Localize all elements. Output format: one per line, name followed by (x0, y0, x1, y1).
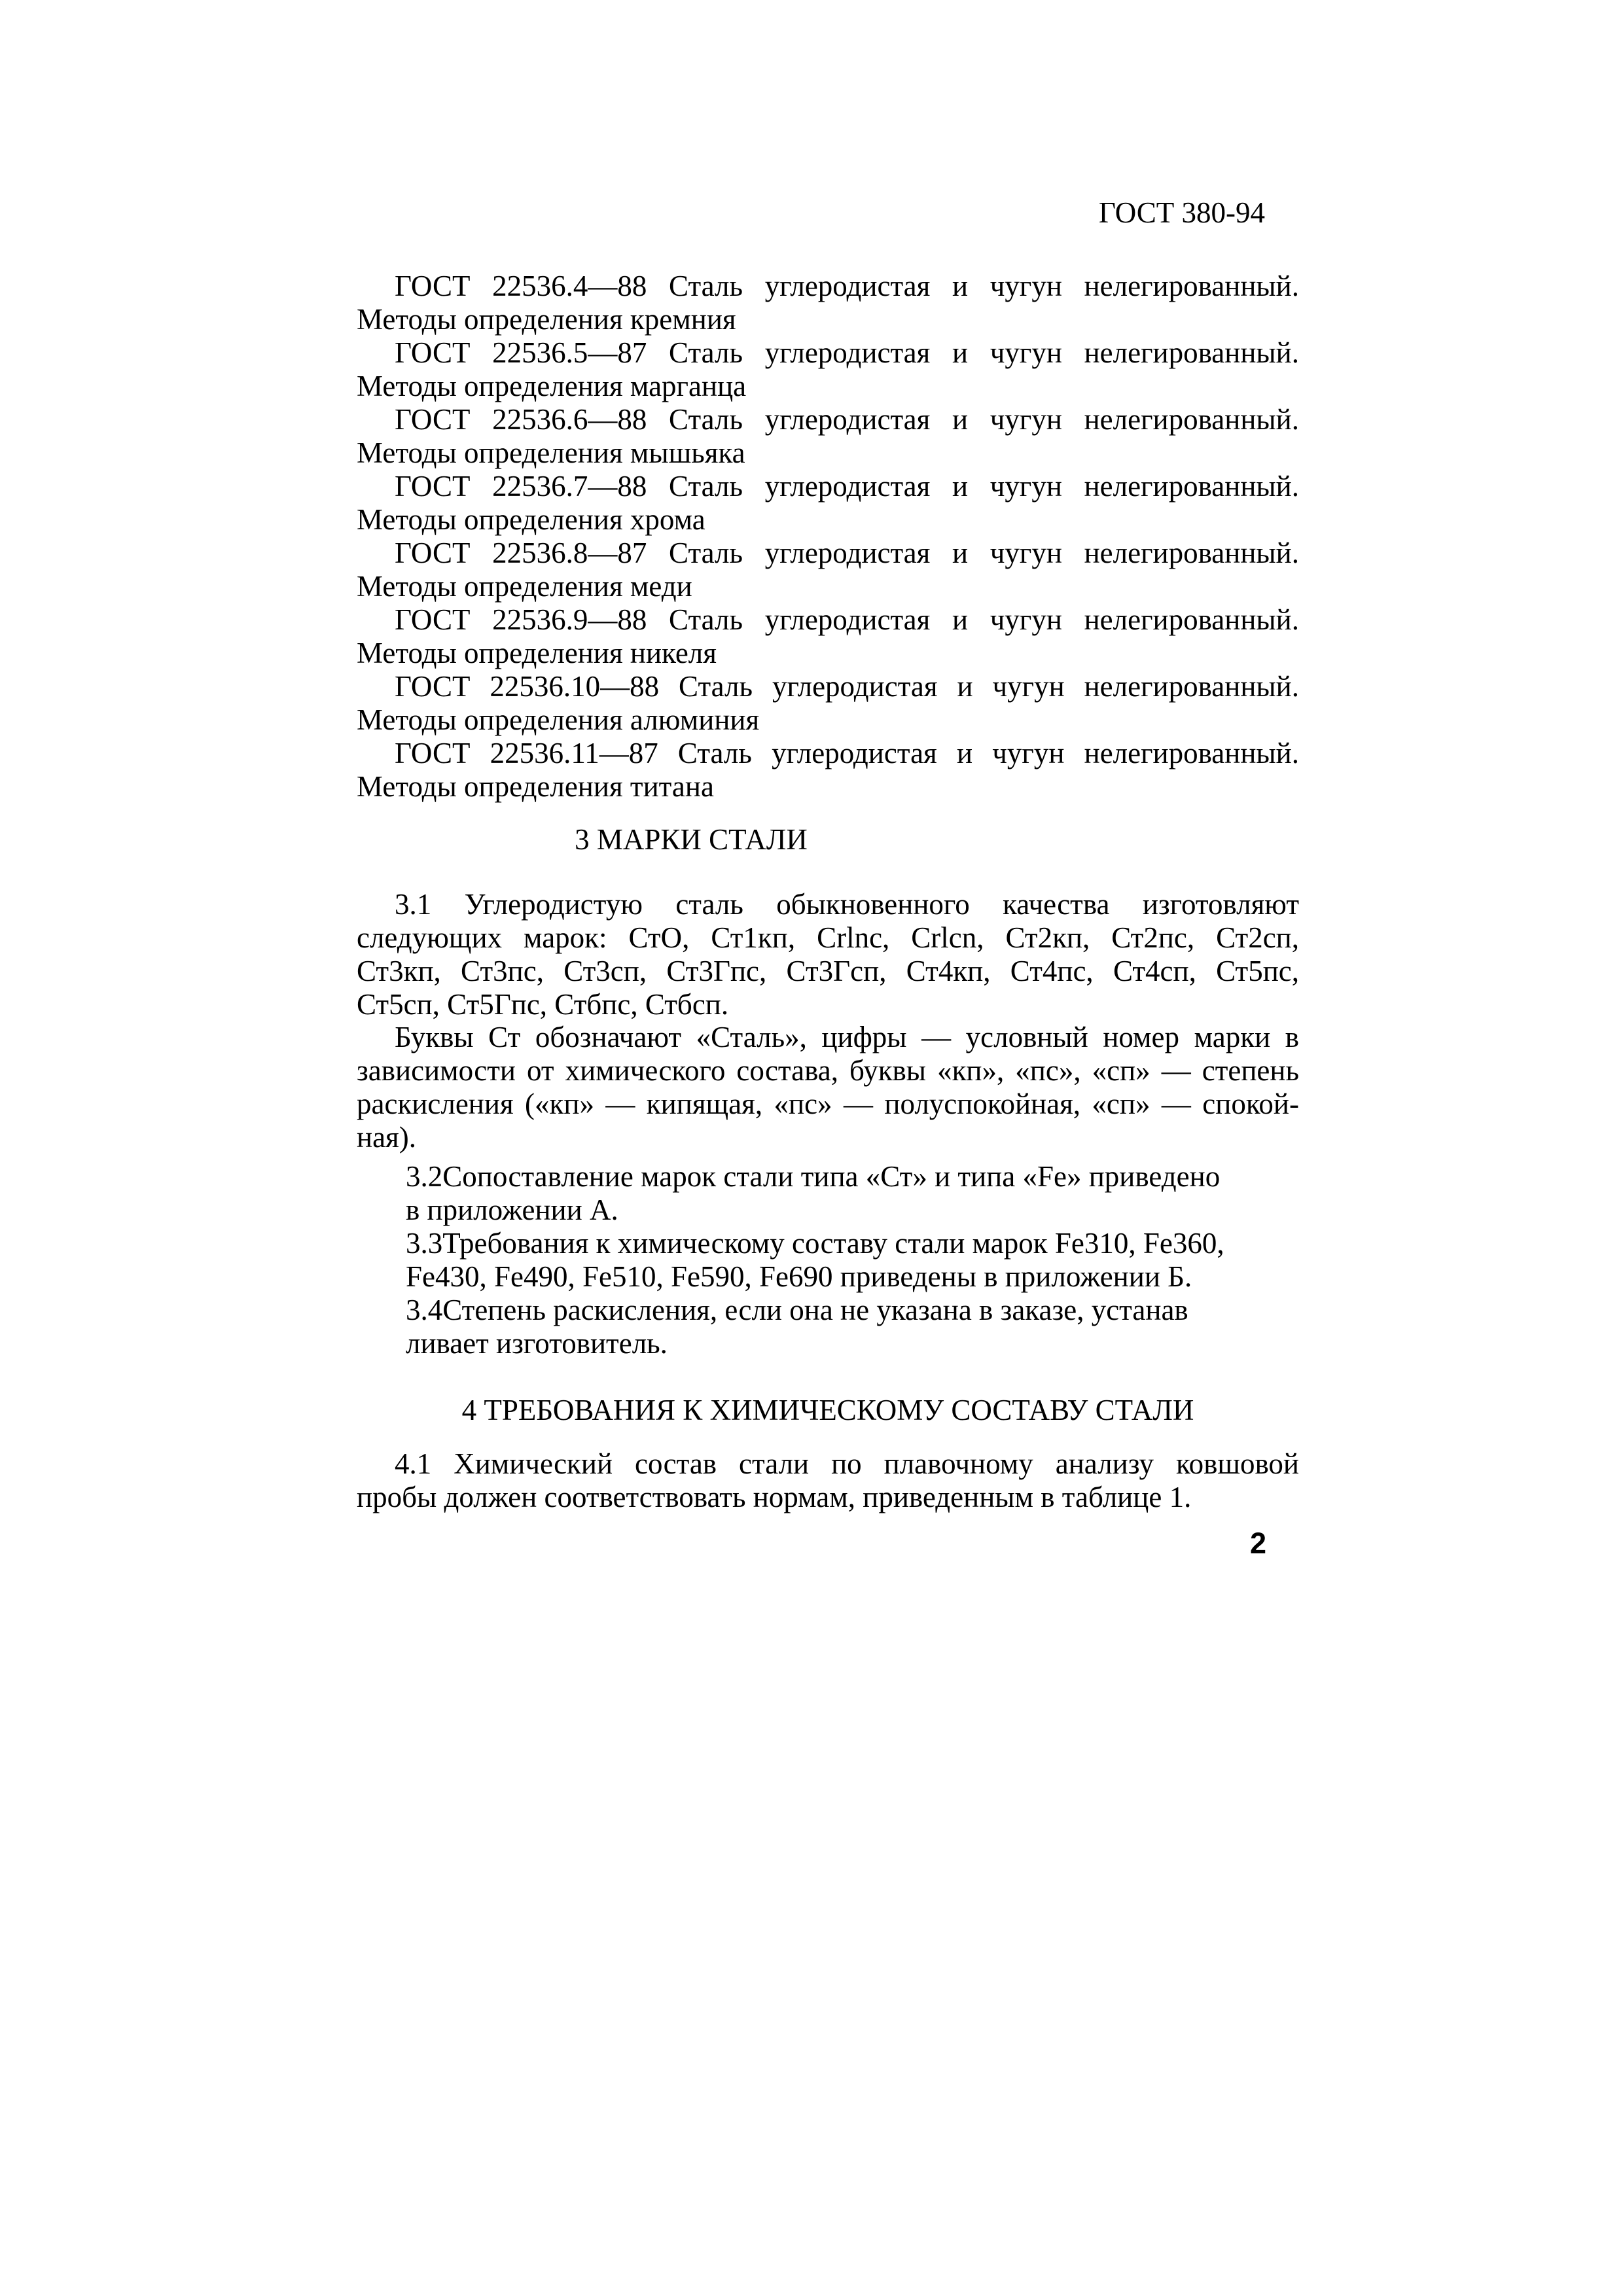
reference-line: ГОСТ 22536.9—88 Сталь углеродистая и чугун нелегированный. (395, 603, 1299, 636)
section4-heading: 4 ТРЕБОВАНИЯ К ХИМИЧЕСКОМУ СОСТАВУ СТАЛИ (461, 1394, 1194, 1426)
reference-line: ГОСТ 22536.5—87 Сталь углеродистая и чугун нелегированный. (395, 336, 1299, 369)
reference-line: ГОСТ 22536.6—88 Сталь углеродистая и чугун нелегированный. (395, 403, 1299, 436)
clauses-3-2-to-3-4 (406, 1160, 1299, 1360)
paragraph-line: Ст3кп, Ст3пс, Ст3сп, Ст3Гпс, Ст3Гсп, Ст4кп, Ст4пс, Ст4сп, Ст5пс, (357, 955, 1299, 987)
reference-line: ГОСТ 22536.7—88 Сталь углеродистая и чугун нелегированный. (395, 470, 1299, 503)
clause-line: 3.4Степень раскисления, если она не указана в заказе, устанав (406, 1294, 1188, 1326)
reference-line: Методы определения марганца (357, 370, 747, 402)
reference-line: Методы определения мышьяка (357, 436, 745, 469)
paragraph-line: 3.1 Углеродистую сталь обыкновенного качества изготовляют (395, 888, 1299, 921)
reference-line: ГОСТ 22536.8—87 Сталь углеродистая и чугун нелегированный. (395, 537, 1299, 569)
clause-line: ливает изготовитель. (406, 1327, 668, 1360)
references-list (357, 270, 1299, 804)
clause-line: 3.2Сопоставление марок стали типа «Ст» и типа «Fe» приведено (406, 1160, 1221, 1193)
paragraph-bukvy-st (357, 1021, 1299, 1154)
reference-line: ГОСТ 22536.4—88 Сталь углеродистая и чугун нелегированный. (395, 270, 1299, 302)
reference-line: Методы определения никеля (357, 637, 717, 669)
paragraph-line: зависимости от химического состава, буквы «кп», «пс», «сп» — степень (357, 1054, 1299, 1087)
reference-line: Методы определения титана (357, 770, 714, 803)
reference-line: ГОСТ 22536.10—88 Сталь углеродистая и чугун нелегированный. (395, 670, 1299, 703)
paragraph-line: следующих марок: СтО, Ст1кп, Crlnc, Crlcn, Ст2кп, Ст2пс, Ст2сп, (357, 921, 1299, 954)
reference-line: Методы определения хрома (357, 503, 705, 536)
page-number: 2 (1249, 1527, 1266, 1560)
reference-line: Методы определения алюминия (357, 703, 760, 736)
paragraph-line: ная). (357, 1121, 416, 1154)
clause-line: Fe430, Fe490, Fe510, Fe590, Fe690 приведены в приложении Б. (406, 1260, 1192, 1293)
reference-line: Методы определения меди (357, 570, 692, 603)
paragraph-4-1 (357, 1447, 1299, 1514)
paragraph-line: пробы должен соответствовать нормам, приведенным в таблице 1. (357, 1481, 1192, 1513)
paragraph-line: 4.1 Химический состав стали по плавочному анализу ковшовой (395, 1447, 1299, 1480)
paragraph-line: Ст5сп, Ст5Гпс, Стбпс, Стбсп. (357, 988, 729, 1021)
section3-heading: 3 МАРКИ СТАЛИ (575, 823, 808, 856)
clause-line: 3.3Требования к химическому составу стали марок Fe310, Fe360, (406, 1227, 1224, 1260)
paragraph-line: раскисления («кп» — кипящая, «пс» — полуспокойная, «сп» — спокой- (357, 1087, 1299, 1120)
reference-line: Методы определения кремния (357, 303, 736, 336)
running-header-standard-ref: ГОСТ 380-94 (1098, 196, 1265, 229)
paragraph-line: Буквы Ст обозначают «Сталь», цифры — условный номер марки в (395, 1021, 1299, 1053)
paragraph-3-1 (357, 888, 1299, 1021)
clause-line: в приложении А. (406, 1193, 618, 1226)
reference-line: ГОСТ 22536.11—87 Сталь углеродистая и чугун нелегированный. (395, 737, 1299, 769)
